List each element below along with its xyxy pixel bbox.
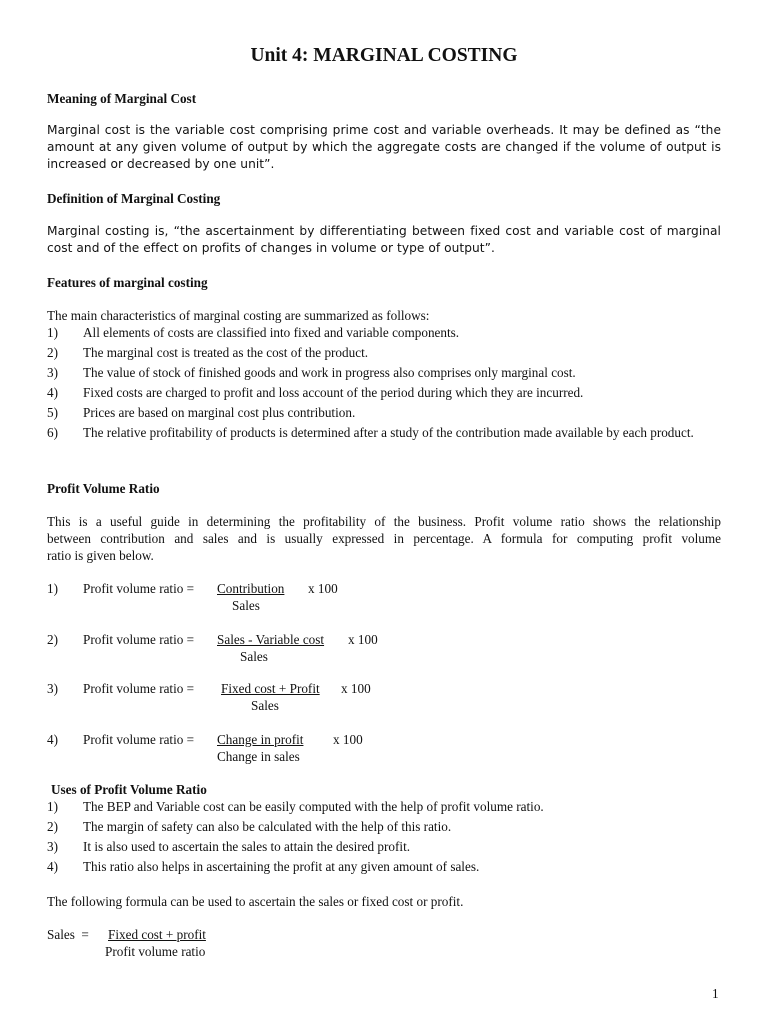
formula-lhs: Profit volume ratio = — [83, 681, 195, 696]
list-item-number: 1) — [47, 799, 58, 814]
list-item-number: 2) — [47, 819, 58, 834]
paragraph-line: cost and of the effect on profits of changes in volume or type of output”. — [47, 241, 495, 255]
features-list — [47, 324, 721, 444]
formula-multiplier: x 100 — [348, 632, 378, 647]
list-item-text: The BEP and Variable cost can be easily computed with the help of profit volume ratio. — [83, 799, 544, 814]
formula-pv-ratio-3 — [47, 680, 547, 720]
heading-uses-of-profit-volume-ratio: Uses of Profit Volume Ratio — [51, 782, 207, 797]
list-item-number: 5) — [47, 405, 58, 420]
formula-multiplier: x 100 — [333, 732, 363, 747]
list-item — [47, 798, 721, 815]
list-item-text: All elements of costs are classified into fixed and variable components. — [83, 325, 460, 340]
list-item-number: 3) — [47, 839, 58, 854]
list-item-text: Fixed costs are charged to profit and loss account of the period during which they are incurred. — [83, 385, 584, 400]
list-item — [47, 324, 721, 341]
list-item-number: 2) — [47, 345, 58, 360]
list-item-text: The margin of safety can also be calculated with the help of this ratio. — [83, 819, 452, 834]
paragraph-line: increased or decreased by one unit”. — [47, 157, 275, 171]
list-item — [47, 384, 721, 401]
formula-sales — [47, 926, 547, 966]
list-item-text: This ratio also helps in ascertaining the profit at any given amount of sales. — [83, 859, 480, 874]
paragraph-line: Marginal cost is the variable cost comprising prime cost and variable overheads. It may be defined as “the — [47, 123, 721, 137]
paragraph-pv-ratio — [47, 513, 721, 564]
list-item — [47, 404, 721, 421]
features-intro: The main characteristics of marginal costing are summarized as follows: — [47, 308, 430, 323]
formula-numerator: Fixed cost + profit — [108, 927, 206, 942]
formula-denominator: Sales — [232, 598, 260, 613]
page-number: 1 — [712, 986, 719, 1001]
heading-features-of-marginal-costing: Features of marginal costing — [47, 275, 208, 290]
paragraph-line: amount at any given volume of output by which the aggregate costs are changed if the volume of output is — [47, 140, 721, 154]
list-item — [47, 838, 721, 855]
formula-lhs: Profit volume ratio = — [83, 632, 195, 647]
list-item-text: The value of stock of finished goods and work in progress also comprises only marginal cost. — [83, 365, 576, 380]
list-item — [47, 818, 721, 835]
heading-meaning-of-marginal-cost: Meaning of Marginal Cost — [47, 91, 197, 106]
page-title: Unit 4: MARGINAL COSTING — [250, 45, 518, 66]
heading-profit-volume-ratio: Profit Volume Ratio — [47, 481, 160, 496]
formula-number: 2) — [47, 632, 58, 647]
list-item-text: Prices are based on marginal cost plus contribution. — [83, 405, 356, 420]
formula-denominator: Change in sales — [217, 749, 300, 764]
formula-pv-ratio-2 — [47, 631, 547, 671]
sales-formula-intro: The following formula can be used to ascertain the sales or fixed cost or profit. — [47, 894, 464, 909]
formula-numerator: Fixed cost + Profit — [221, 681, 320, 696]
formula-numerator: Contribution — [217, 581, 285, 596]
formula-numerator: Sales - Variable cost — [217, 632, 325, 647]
list-item — [47, 424, 721, 441]
list-item — [47, 364, 721, 381]
list-item-text: The relative profitability of products is determined after a study of the contribution made available by each product. — [83, 425, 694, 440]
list-item — [47, 858, 721, 875]
formula-pv-ratio-4 — [47, 731, 547, 771]
list-item-number: 4) — [47, 385, 58, 400]
paragraph-line: Marginal costing is, “the ascertainment by differentiating between fixed cost and variable cost of marginal — [47, 224, 721, 238]
paragraph-line: between contribution and sales and is usually expressed in percentage. A formula for computing profit volume — [47, 531, 721, 546]
paragraph-line: ratio is given below. — [47, 548, 154, 563]
formula-denominator: Sales — [251, 698, 279, 713]
formula-numerator: Change in profit — [217, 732, 304, 747]
uses-list — [47, 798, 721, 878]
paragraph-line: This is a useful guide in determining the profitability of the business. Profit volume ratio shows the relationship — [47, 514, 721, 529]
formula-number: 3) — [47, 681, 58, 696]
paragraph-meaning — [47, 122, 721, 173]
paragraph-definition — [47, 223, 721, 257]
formula-pv-ratio-1 — [47, 580, 547, 620]
formula-multiplier: x 100 — [341, 681, 371, 696]
formula-denominator: Profit volume ratio — [105, 944, 206, 959]
list-item-number: 6) — [47, 425, 58, 440]
list-item-number: 1) — [47, 325, 58, 340]
formula-lhs: Profit volume ratio = — [83, 732, 195, 747]
list-item-number: 3) — [47, 365, 58, 380]
formula-lhs: Sales = — [47, 927, 96, 942]
list-item-text: The marginal cost is treated as the cost of the product. — [83, 345, 369, 360]
formula-number: 1) — [47, 581, 58, 596]
formula-multiplier: x 100 — [308, 581, 338, 596]
formula-lhs: Profit volume ratio = — [83, 581, 195, 596]
list-item — [47, 344, 721, 361]
list-item-text: It is also used to ascertain the sales to attain the desired profit. — [83, 839, 411, 854]
heading-definition-of-marginal-costing: Definition of Marginal Costing — [47, 191, 221, 206]
list-item-number: 4) — [47, 859, 58, 874]
formula-number: 4) — [47, 732, 58, 747]
formula-denominator: Sales — [240, 649, 268, 664]
